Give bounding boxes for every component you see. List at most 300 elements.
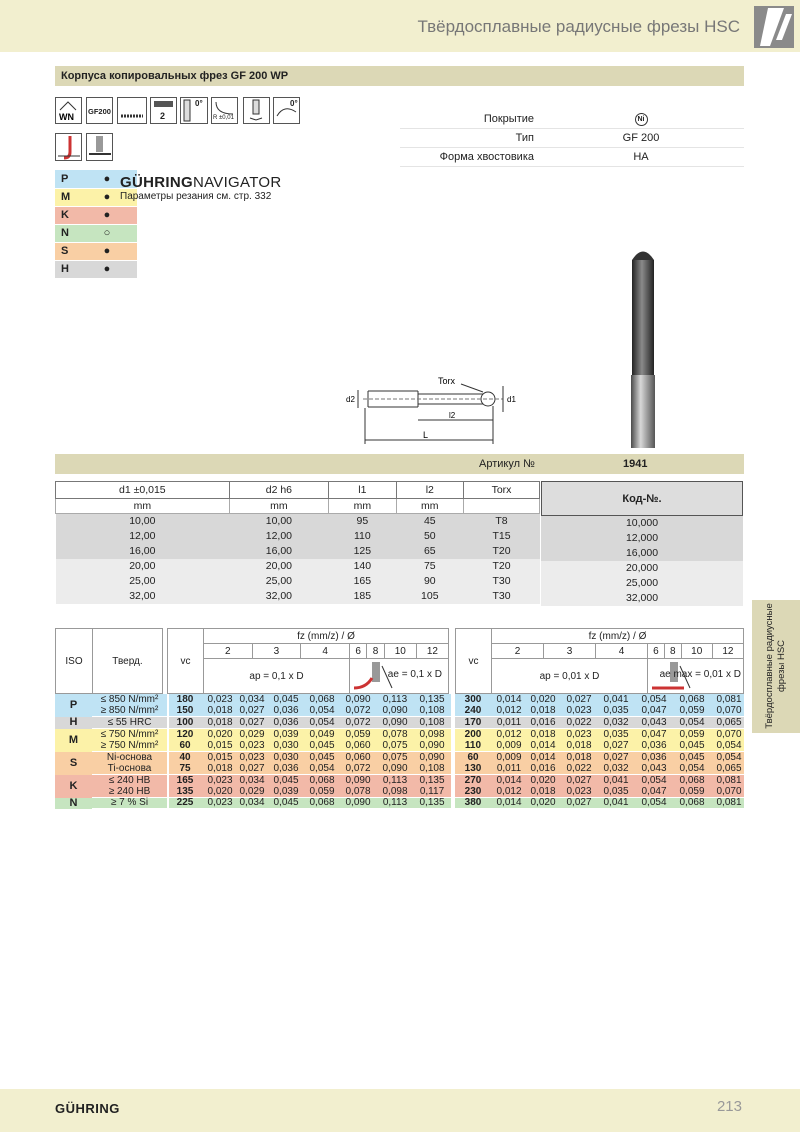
diameter-cell: 2	[492, 644, 544, 659]
suitability-symbol: ○	[77, 224, 137, 242]
fz-cell: 0,018	[566, 739, 592, 751]
table-cell: 25,00	[265, 575, 293, 587]
fz-cell: 0,090	[382, 762, 408, 774]
vc-cell: 100	[176, 716, 194, 728]
tool-dimension-drawing	[343, 370, 523, 450]
suitability-symbol: ●	[77, 206, 137, 224]
fz-cell: 0,027	[239, 762, 265, 774]
table-cell: 10,00	[129, 515, 156, 528]
fz-cell: 0,060	[345, 739, 371, 751]
property-row-coating	[400, 110, 744, 129]
unit-cell	[464, 499, 540, 514]
table-cell: 50	[423, 530, 436, 542]
hardness-cell: Ni-основа	[106, 751, 153, 763]
vc-cell: 300	[464, 694, 482, 706]
ap-condition: ap = 0,01 x D	[492, 659, 648, 694]
vc-cell: 130	[464, 762, 482, 774]
column-header: l2	[396, 482, 463, 499]
fz-cell: 0,041	[603, 774, 629, 786]
vc-cell: 110	[464, 739, 482, 751]
dimensions-table	[55, 481, 540, 604]
page-title: Твёрдосплавные радиусные фрезы HSC	[417, 17, 740, 36]
table-cell: 125	[353, 545, 372, 557]
hardness-cell: ≥ 7 % Si	[110, 797, 149, 809]
fz-cell: 0,054	[309, 716, 335, 728]
fz-cell: 0,054	[309, 762, 335, 774]
suitability-symbol: ●	[77, 188, 137, 206]
vc-cell: 165	[176, 774, 194, 786]
fz-cell: 0,039	[273, 785, 299, 797]
fz-cell: 0,015	[207, 751, 233, 763]
fz-cell: 0,098	[419, 728, 445, 740]
unit-cell: mm	[229, 499, 328, 514]
tool-photo	[620, 245, 665, 450]
fz-header: fz (mm/z) / Ø	[492, 629, 744, 644]
fz-cell: 0,023	[239, 739, 265, 751]
vc-cell: 200	[464, 728, 482, 740]
vc-header: vc	[168, 629, 204, 694]
iso-material-code: M	[55, 729, 92, 752]
fz-cell: 0,011	[496, 716, 522, 728]
fz-cell: 0,068	[309, 694, 335, 706]
table-cell: 165	[353, 575, 372, 587]
fz-cell: 0,090	[345, 797, 371, 809]
slot-milling-icon	[86, 133, 113, 161]
table-cell: 90	[423, 575, 436, 587]
hardness-cell: ≥ 240 HB	[108, 785, 151, 797]
column-separator	[451, 694, 455, 809]
table-cell: 75	[423, 560, 436, 572]
fz-cell: 0,090	[345, 694, 371, 706]
fz-cell: 0,098	[382, 785, 408, 797]
fz-cell: 0,018	[207, 705, 233, 717]
hardness-cell: ≤ 750 N/mm²	[100, 728, 159, 740]
fz-cell: 0,023	[566, 705, 592, 717]
fz-cell: 0,078	[382, 728, 408, 740]
fz-cell: 0,090	[419, 739, 445, 751]
fz-cell: 0,054	[716, 751, 742, 763]
article-bar	[55, 454, 744, 474]
vc-cell: 170	[464, 716, 482, 728]
hardness-cell: ≥ 750 N/mm²	[100, 739, 159, 751]
fz-cell: 0,068	[309, 774, 335, 786]
ae-condition: ae max = 0,01 x D	[659, 669, 741, 680]
cutting-data-row	[55, 706, 744, 718]
fz-cell: 0,020	[530, 774, 556, 786]
diameter-cell: 4	[595, 644, 647, 659]
fz-cell: 0,059	[309, 785, 335, 797]
cutting-data-row	[55, 786, 744, 798]
column-header: d1 ±0,015	[56, 482, 230, 499]
cutting-data-row	[55, 752, 744, 764]
fz-cell: 0,036	[641, 751, 667, 763]
fz-cell: 0,045	[679, 751, 705, 763]
vc-cell: 40	[179, 751, 191, 763]
table-cell: 110	[353, 530, 371, 542]
fz-cell: 0,045	[273, 774, 299, 786]
guhring-navigator-logo: GÜHRINGNAVIGATOR	[120, 174, 282, 191]
fz-cell: 0,034	[239, 774, 265, 786]
material-code: K	[55, 206, 77, 224]
column-separator	[167, 694, 169, 809]
diameter-cell: 3	[543, 644, 595, 659]
material-code: S	[55, 242, 77, 260]
unit-cell: mm	[329, 499, 396, 514]
vc-cell: 60	[467, 751, 479, 763]
table-cell: 12,00	[129, 530, 156, 542]
table-cell: 25,00	[129, 575, 156, 587]
fz-cell: 0,034	[239, 694, 265, 706]
vc-cell: 380	[464, 797, 482, 809]
table-cell: 185	[353, 590, 372, 602]
fz-cell: 0,011	[496, 762, 522, 774]
hardness-cell: ≤ 850 N/mm²	[100, 694, 159, 706]
column-header: l1	[329, 482, 396, 499]
vc-cell: 225	[176, 797, 194, 809]
table-cell: 10,00	[265, 515, 293, 528]
cutting-data-row	[55, 717, 744, 729]
fz-cell: 0,035	[603, 785, 629, 797]
table-cell: 12,00	[265, 530, 293, 542]
fz-cell: 0,022	[566, 716, 592, 728]
iso-header: ISO	[56, 629, 93, 694]
property-row-shank	[400, 148, 744, 167]
table-cell: 65	[423, 545, 436, 557]
material-row-s	[55, 242, 137, 260]
fz-cell: 0,022	[566, 762, 592, 774]
diameter-cell: 8	[664, 644, 681, 659]
fz-cell: 0,070	[716, 785, 742, 797]
footer-band	[0, 1089, 800, 1132]
fz-cell: 0,015	[207, 739, 233, 751]
coolant-icon	[243, 97, 270, 124]
fz-cell: 0,045	[273, 797, 299, 809]
helix-angle-icon: 0°	[180, 97, 208, 124]
table-cell: T8	[495, 515, 508, 528]
cutting-data-row	[55, 775, 744, 787]
dimensions-unit-row	[56, 499, 540, 514]
fz-cell: 0,014	[496, 797, 522, 809]
table-cell: 16,00	[265, 545, 293, 557]
property-label: Тип	[515, 132, 534, 144]
fz-cell: 0,030	[273, 739, 299, 751]
cutting-data-header-left	[55, 628, 449, 694]
iso-material-code: H	[55, 717, 92, 729]
iso-material-code: P	[55, 694, 92, 717]
tolerance-icon	[117, 97, 147, 124]
fz-cell: 0,023	[207, 694, 233, 706]
fz-cell: 0,045	[273, 694, 299, 706]
fz-cell: 0,090	[419, 751, 445, 763]
fz-cell: 0,059	[345, 728, 371, 740]
table-cell: T20	[492, 560, 511, 572]
fz-cell: 0,135	[419, 694, 445, 706]
fz-cell: 0,059	[679, 705, 705, 717]
fz-cell: 0,030	[273, 751, 299, 763]
fz-cell: 0,014	[530, 751, 556, 763]
fz-cell: 0,065	[716, 716, 742, 728]
ni-coating-badge: Ni	[635, 113, 648, 126]
ap-condition: ap = 0,1 x D	[204, 659, 350, 694]
diameter-cell: 10	[681, 644, 712, 659]
table-row	[56, 544, 540, 559]
hardness-cell: ≥ 850 N/mm²	[100, 705, 159, 717]
fz-cell: 0,090	[382, 705, 408, 717]
fz-cell: 0,036	[273, 762, 299, 774]
fz-cell: 0,054	[679, 762, 705, 774]
fz-cell: 0,068	[309, 797, 335, 809]
fz-cell: 0,108	[419, 762, 445, 774]
fz-cell: 0,023	[207, 797, 233, 809]
table-row	[56, 574, 540, 589]
fz-cell: 0,113	[382, 797, 408, 809]
svg-text:WN: WN	[59, 112, 74, 122]
fz-cell: 0,070	[716, 705, 742, 717]
radius-tolerance-icon: R ±0,01	[211, 97, 238, 124]
cutting-data-header-right	[455, 628, 744, 694]
fz-cell: 0,036	[273, 705, 299, 717]
fz-cell: 0,047	[641, 785, 667, 797]
table-cell: 140	[353, 560, 372, 572]
fz-cell: 0,075	[382, 751, 408, 763]
property-row-type	[400, 129, 744, 148]
properties-table	[400, 110, 744, 167]
gf200-standard-icon: GF200	[86, 97, 113, 124]
fz-cell: 0,047	[641, 728, 667, 740]
fz-cell: 0,023	[566, 728, 592, 740]
fz-cell: 0,039	[273, 728, 299, 740]
table-cell: T30	[492, 590, 511, 602]
fz-cell: 0,018	[530, 728, 556, 740]
footer-logo: GÜHRING	[55, 1101, 120, 1116]
table-cell: 16,00	[129, 545, 156, 557]
fz-cell: 0,032	[603, 716, 629, 728]
column-header: Torx	[464, 482, 540, 499]
vc-cell: 150	[176, 705, 194, 717]
fz-cell: 0,043	[641, 762, 667, 774]
vc-cell: 270	[464, 774, 482, 786]
property-label: Покрытие	[483, 113, 534, 125]
table-row	[56, 589, 540, 604]
suitability-symbol: ●	[77, 170, 137, 188]
fz-cell: 0,020	[530, 797, 556, 809]
fz-cell: 0,070	[716, 728, 742, 740]
code-number: 10,000	[541, 516, 743, 531]
vc-cell: 135	[176, 785, 194, 797]
table-cell: T20	[492, 545, 511, 557]
fz-cell: 0,081	[716, 694, 742, 706]
fz-cell: 0,072	[345, 762, 371, 774]
table-cell: 95	[356, 515, 369, 528]
fz-cell: 0,029	[239, 728, 265, 740]
page-number: 213	[716, 1098, 742, 1115]
fz-cell: 0,036	[273, 716, 299, 728]
code-number: 32,000	[541, 591, 743, 606]
code-number: 25,000	[541, 576, 743, 591]
vc-cell: 75	[179, 762, 191, 774]
fz-cell: 0,049	[309, 728, 335, 740]
hardness-header: Тверд.	[93, 629, 163, 694]
code-number: 12,000	[541, 531, 743, 546]
fz-cell: 0,059	[679, 728, 705, 740]
fz-cell: 0,009	[496, 739, 522, 751]
cutting-data-row	[55, 763, 744, 775]
fz-cell: 0,023	[566, 785, 592, 797]
wn-shank-icon	[55, 97, 82, 124]
fz-cell: 0,072	[345, 716, 371, 728]
fz-cell: 0,018	[207, 716, 233, 728]
fz-cell: 0,014	[496, 694, 522, 706]
column-header: d2 h6	[229, 482, 328, 499]
fz-cell: 0,041	[603, 694, 629, 706]
code-number: 16,000	[541, 546, 743, 561]
fz-cell: 0,029	[239, 785, 265, 797]
fz-cell: 0,135	[419, 797, 445, 809]
fz-cell: 0,020	[207, 728, 233, 740]
material-row-k	[55, 206, 137, 224]
diameter-cell: 12	[416, 644, 448, 659]
material-code: H	[55, 260, 77, 278]
fz-cell: 0,035	[603, 705, 629, 717]
fz-cell: 0,090	[382, 716, 408, 728]
fz-cell: 0,054	[641, 694, 667, 706]
fz-cell: 0,027	[566, 774, 592, 786]
diameter-cell: 3	[252, 644, 301, 659]
diameter-cell: 12	[712, 644, 743, 659]
cutting-data-row	[55, 798, 744, 810]
vc-cell: 240	[464, 705, 482, 717]
iso-material-code: K	[55, 775, 92, 798]
diameter-cell: 2	[204, 644, 253, 659]
fz-cell: 0,018	[207, 762, 233, 774]
table-cell: T15	[492, 530, 511, 542]
fz-cell: 0,027	[603, 751, 629, 763]
fz-cell: 0,054	[716, 739, 742, 751]
property-value: HA	[633, 151, 649, 163]
fz-cell: 0,068	[679, 774, 705, 786]
table-row	[56, 529, 540, 544]
fz-cell: 0,043	[641, 716, 667, 728]
fz-cell: 0,054	[641, 774, 667, 786]
material-row-h	[55, 260, 137, 278]
fz-cell: 0,135	[419, 774, 445, 786]
unit-cell: mm	[396, 499, 463, 514]
fz-cell: 0,054	[679, 716, 705, 728]
fz-cell: 0,108	[419, 716, 445, 728]
fz-cell: 0,023	[207, 774, 233, 786]
fz-cell: 0,113	[382, 694, 408, 706]
table-cell: 20,00	[129, 560, 156, 572]
fz-cell: 0,016	[530, 716, 556, 728]
vc-header: vc	[456, 629, 492, 694]
fz-cell: 0,034	[239, 797, 265, 809]
hardness-cell: Ti-основа	[107, 762, 152, 774]
fz-cell: 0,020	[207, 785, 233, 797]
vc-cell: 120	[176, 728, 194, 740]
vc-cell: 230	[464, 785, 482, 797]
code-number-header: Код-№.	[541, 481, 743, 516]
ae-condition: ae = 0,1 x D	[387, 669, 442, 680]
fz-cell: 0,117	[419, 785, 445, 797]
fz-cell: 0,068	[679, 797, 705, 809]
code-number-column	[541, 516, 743, 606]
fz-cell: 0,016	[530, 762, 556, 774]
suitability-symbol: ●	[77, 260, 137, 278]
fz-cell: 0,075	[382, 739, 408, 751]
material-row-n	[55, 224, 137, 242]
fz-cell: 0,014	[530, 739, 556, 751]
material-code: P	[55, 170, 77, 188]
section-title: Корпуса копировальных фрез GF 200 WP	[55, 66, 744, 86]
vc-cell: 60	[179, 739, 191, 751]
diameter-cell: 6	[350, 644, 367, 659]
table-cell: 20,00	[265, 560, 293, 572]
fz-cell: 0,012	[496, 785, 522, 797]
table-cell: 45	[423, 515, 436, 528]
table-cell: T30	[492, 575, 511, 587]
fz-header: fz (mm/z) / Ø	[204, 629, 449, 644]
copy-milling-icon	[55, 133, 82, 161]
side-tab-label: Твёрдосплавные радиусные фрезы HSC	[764, 603, 787, 729]
fz-cell: 0,081	[716, 774, 742, 786]
fz-cell: 0,090	[345, 774, 371, 786]
fz-cell: 0,072	[345, 705, 371, 717]
fz-cell: 0,027	[603, 739, 629, 751]
hardness-cell: ≤ 55 HRC	[107, 716, 152, 728]
article-label: Артикул №	[479, 458, 535, 470]
diameter-cell: 6	[647, 644, 664, 659]
article-number: 1941	[623, 458, 648, 470]
fz-cell: 0,027	[239, 705, 265, 717]
material-code: N	[55, 224, 77, 242]
svg-text:Torx: Torx	[438, 376, 456, 386]
fz-cell: 0,078	[345, 785, 371, 797]
fz-cell: 0,113	[382, 774, 408, 786]
side-tab	[752, 600, 800, 733]
fz-cell: 0,068	[679, 694, 705, 706]
fz-cell: 0,027	[239, 716, 265, 728]
fz-cell: 0,036	[641, 739, 667, 751]
fz-cell: 0,047	[641, 705, 667, 717]
fz-cell: 0,012	[496, 705, 522, 717]
flute-count-icon: 2	[150, 97, 177, 124]
fz-cell: 0,018	[530, 705, 556, 717]
diameter-cell: 8	[367, 644, 384, 659]
ramp-angle-icon: 0°	[273, 97, 300, 124]
svg-text:L: L	[423, 430, 429, 440]
diameter-row	[456, 644, 744, 659]
iso-material-code: S	[55, 752, 92, 775]
table-cell: 32,00	[265, 590, 293, 602]
fz-cell: 0,009	[496, 751, 522, 763]
fz-cell: 0,059	[679, 785, 705, 797]
cutting-data-row	[55, 694, 744, 706]
fz-cell: 0,012	[496, 728, 522, 740]
fz-cell: 0,014	[496, 774, 522, 786]
diameter-cell: 4	[301, 644, 350, 659]
fz-cell: 0,032	[603, 762, 629, 774]
fz-cell: 0,108	[419, 705, 445, 717]
unit-cell: mm	[56, 499, 230, 514]
fz-cell: 0,065	[716, 762, 742, 774]
material-code: M	[55, 188, 77, 206]
diameter-cell: 10	[384, 644, 416, 659]
svg-text:l2: l2	[449, 411, 456, 420]
fz-cell: 0,018	[530, 785, 556, 797]
hardness-cell: ≤ 240 HB	[108, 774, 151, 786]
suitability-symbol: ●	[77, 242, 137, 260]
iso-material-code: N	[55, 798, 92, 810]
